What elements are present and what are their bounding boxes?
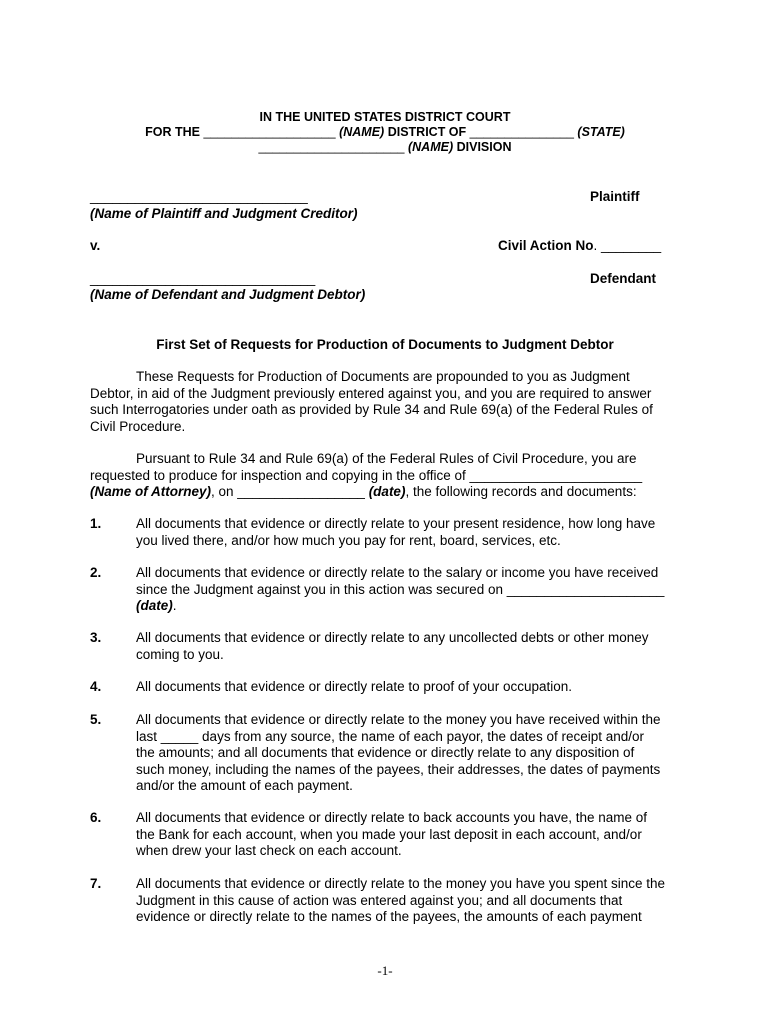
item-line: since the Judgment against you in this action was secured on _____________________ bbox=[136, 581, 665, 597]
item-line: Judgment in this cause of action was entered against you; and all documents that bbox=[136, 892, 623, 908]
civil-action-number bbox=[498, 238, 661, 253]
pursuant-line-2: requested to produce for inspection and copying in the office of _______________________ bbox=[90, 467, 643, 483]
item-text bbox=[136, 712, 686, 795]
pursuant-line-3-rest: , the following records and documents: bbox=[405, 484, 637, 499]
pursuant-paragraph bbox=[90, 451, 680, 501]
plaintiff-label: Plaintiff bbox=[590, 189, 640, 204]
item-line: the Bank for each account, when you made your last deposit in each account, and/or bbox=[136, 826, 642, 842]
item-line: All documents that evidence or directly relate to any uncollected debts or other money bbox=[136, 630, 649, 645]
defendant-name-caption: (Name of Defendant and Judgment Debtor) bbox=[90, 287, 366, 302]
item-line: evidence or directly relate to the names of the payees, the amounts of each payment bbox=[136, 909, 642, 924]
defendant-name-blank: ______________________________ bbox=[90, 271, 316, 286]
plaintiff-name-caption: (Name of Plaintiff and Judgment Creditor) bbox=[90, 206, 358, 221]
item-tail: . bbox=[172, 598, 177, 613]
item-number: 4. bbox=[90, 679, 102, 694]
document-title: First Set of Requests for Production of Documents to Judgment Debtor bbox=[156, 337, 614, 352]
item-text bbox=[136, 876, 686, 926]
item-number: 7. bbox=[90, 876, 102, 891]
item-line: All documents that evidence or directly relate to proof of your occupation. bbox=[136, 679, 572, 694]
pursuant-line-3 bbox=[90, 484, 680, 501]
defendant-label: Defendant bbox=[590, 271, 657, 286]
date-blank: , on _________________ bbox=[211, 484, 365, 499]
item-line: All documents that evidence or directly relate to your present residence, how long have bbox=[136, 516, 656, 531]
date-placeholder: (date) bbox=[368, 484, 406, 499]
item-line: when drew your last check on each account. bbox=[136, 843, 402, 858]
name-placeholder: (NAME) bbox=[339, 125, 385, 139]
item-number: 6. bbox=[90, 810, 102, 825]
plaintiff-name-blank: _____________________________ bbox=[90, 189, 308, 204]
district-name-blank: ___________________ bbox=[203, 125, 336, 139]
district-of-text: DISTRICT OF bbox=[387, 125, 467, 139]
item-text bbox=[136, 565, 686, 615]
intro-line-1: These Requests for Production of Documents are propounded to you as Judgment bbox=[136, 369, 630, 384]
intro-line-4: Civil Procedure. bbox=[90, 418, 186, 434]
item-line: coming to you. bbox=[136, 646, 224, 662]
state-blank: _______________ bbox=[469, 125, 574, 139]
item-line: last _____ days from any source, the name of each payor, the dates of receipt and/or bbox=[136, 728, 645, 744]
item-line: the amounts; and all documents that evidence or directly relate to any disposition of bbox=[136, 745, 635, 760]
item-text bbox=[136, 516, 686, 549]
court-header-line2 bbox=[0, 125, 770, 139]
civil-action-label: Civil Action No bbox=[498, 238, 594, 253]
intro-paragraph bbox=[90, 369, 680, 435]
item-line: All documents that evidence or directly relate to the money you have you spent since the bbox=[136, 876, 666, 891]
item-text bbox=[136, 810, 686, 860]
item-line: such money, including the names of the payees, their addresses, the dates of payments bbox=[136, 761, 661, 777]
intro-line-2: Debtor, in aid of the Judgment previously entered against you, and you are required to answer bbox=[90, 385, 652, 401]
attorney-name-placeholder: (Name of Attorney) bbox=[90, 484, 212, 499]
intro-line-3: such Interrogatories under oath as provided by Rule 34 and Rule 69(a) of the Federal Rules of bbox=[90, 402, 653, 417]
item-line: you lived there, and/or how much you pay for rent, board, services, etc. bbox=[136, 532, 561, 548]
item-line: All documents that evidence or directly relate to the money you have received within the bbox=[136, 712, 661, 727]
page-number: -1- bbox=[377, 963, 393, 978]
item-line: All documents that evidence or directly relate to the salary or income you have received bbox=[136, 565, 659, 580]
court-header-line1: IN THE UNITED STATES DISTRICT COURT bbox=[259, 110, 511, 124]
item-line: All documents that evidence or directly relate to back accounts you have, the name of bbox=[136, 810, 648, 825]
item-number: 5. bbox=[90, 712, 102, 727]
item-line bbox=[136, 598, 686, 615]
item-number: 2. bbox=[90, 565, 102, 580]
item-text bbox=[136, 630, 686, 663]
item-number: 3. bbox=[90, 630, 102, 645]
item-line: and/or the amount of each payment. bbox=[136, 778, 353, 793]
court-header-line3 bbox=[0, 140, 770, 154]
for-the-text: FOR THE bbox=[145, 125, 200, 139]
civil-action-blank: . ________ bbox=[593, 238, 662, 253]
versus-text: v. bbox=[90, 238, 101, 253]
item-text bbox=[136, 679, 686, 696]
division-text: DIVISION bbox=[456, 140, 512, 154]
division-blank: _____________________ bbox=[258, 140, 405, 154]
pursuant-line-1: Pursuant to Rule 34 and Rule 69(a) of the Federal Rules of Civil Procedure, you are bbox=[136, 451, 637, 466]
division-name-placeholder: (NAME) bbox=[407, 140, 454, 154]
state-placeholder: (STATE) bbox=[577, 125, 625, 139]
item-number: 1. bbox=[90, 516, 102, 531]
date-placeholder: (date) bbox=[136, 598, 173, 613]
